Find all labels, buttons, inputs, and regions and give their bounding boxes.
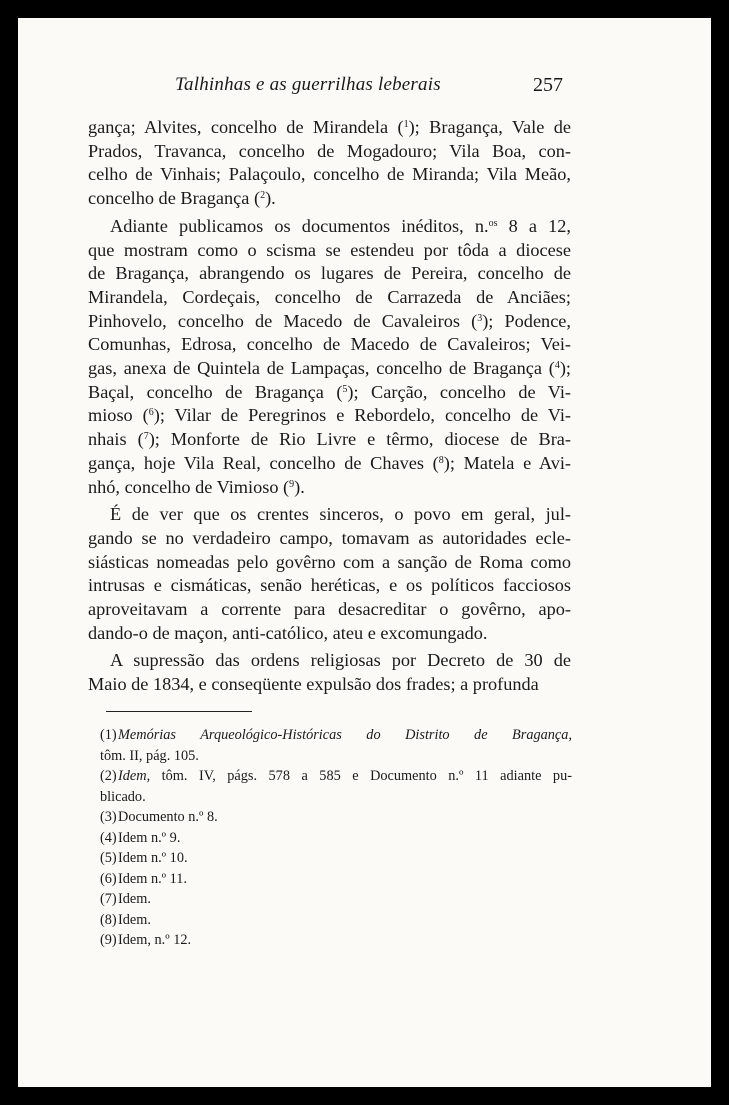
footnote-text: Documento n.º 8.	[118, 809, 218, 825]
footnote-number: (7)	[100, 891, 117, 907]
footnote-ref: 1	[403, 119, 409, 130]
text-line	[88, 673, 571, 697]
text-segment: ); Monforte de Rio Livre e têrmo, diocese de Bra-	[148, 429, 572, 450]
text-segment: dando-o de maçon, anti-católico, ateu e excomungado.	[88, 622, 488, 643]
text-segment: Comunhas, Edrosa, concelho de Macedo de Cavaleiros; Vei-	[88, 334, 571, 355]
footnote-ref: 7	[143, 431, 149, 443]
text-segment: aproveitavam a corrente para desacreditar o govêrno, apo-	[88, 599, 571, 620]
footnote-ref: 6	[148, 407, 154, 419]
footnote-title: Idem,	[118, 768, 151, 784]
footnote-number: (2)	[100, 768, 117, 784]
running-head	[18, 74, 711, 98]
footnotes	[100, 725, 572, 951]
text-segment: gança; Alvites, concelho de Mirandela (	[88, 117, 404, 137]
text-line	[88, 163, 571, 187]
text-line	[88, 622, 571, 646]
text-segment: intrusas e cismáticas, senão heréticas, e os políticos facciosos	[88, 575, 571, 596]
text-line	[88, 333, 571, 357]
text-segment: celho de Vinhais; Palaçoulo, concelho de Miranda; Vila Meão,	[88, 164, 571, 185]
text-segment: ); Podence,	[482, 310, 571, 331]
text-segment: ).	[265, 188, 276, 209]
footnote	[100, 910, 572, 931]
text-segment: concelho de Bragança (	[88, 188, 261, 209]
footnote-number: (3)	[100, 809, 117, 825]
footnote-number: (1)	[100, 727, 117, 743]
footnote	[100, 766, 572, 787]
text-segment: ); Carção, concelho de Vi-	[347, 381, 571, 402]
text-line	[88, 574, 571, 598]
text-line	[88, 286, 571, 310]
footnote	[100, 725, 572, 746]
footnote-ref: 3	[477, 312, 483, 324]
text-line	[88, 310, 571, 334]
footnote	[100, 869, 572, 890]
footnote-ref: 4	[554, 360, 560, 372]
text-line	[88, 404, 571, 428]
footnote-number: (8)	[100, 911, 117, 928]
footnote-text: Idem, n.º 12.	[118, 932, 192, 948]
footnote	[100, 807, 572, 828]
text-segment: gando se no verdadeiro campo, tomavam as autoridades ecle-	[88, 527, 571, 548]
footnote	[100, 828, 572, 849]
text-line	[88, 262, 571, 286]
paragraph	[88, 215, 571, 499]
footnote-ref: 2	[260, 190, 266, 202]
text-segment: Adiante publicamos os documentos inéditos, n.	[110, 215, 489, 236]
text-segment: A supressão das ordens religiosas por Decreto de 30 de	[110, 650, 571, 671]
text-segment: mioso (	[88, 405, 149, 426]
text-segment: ); Matela e Avi-	[443, 452, 572, 473]
text-segment: gança, hoje Vila Real, concelho de Chaves (	[88, 452, 439, 473]
footnote-number: (9)	[100, 932, 117, 948]
text-line	[88, 503, 571, 527]
footnote	[100, 889, 572, 910]
text-line	[88, 527, 571, 551]
text-segment: gas, anexa de Quintela de Lampaças, concelho de Bragança (	[88, 358, 555, 379]
body-text	[88, 116, 571, 697]
paragraph	[88, 503, 571, 645]
text-segment: 8 a 12,	[497, 215, 571, 236]
book-page	[18, 18, 711, 1087]
footnote	[100, 848, 572, 869]
footnote	[100, 930, 572, 951]
footnote-ref: 9	[289, 478, 295, 490]
footnote-continuation: tôm. II, pág. 105.	[100, 747, 199, 764]
footnote-continuation: blicado.	[100, 788, 146, 805]
text-line	[88, 116, 571, 140]
text-segment: Baçal, concelho de Bragança (	[88, 381, 343, 402]
text-line	[88, 428, 571, 452]
page-number: 257	[533, 74, 563, 96]
text-segment: de Bragança, abrangendo os lugares de Pereira, concelho de	[88, 263, 571, 284]
text-segment: nhais (	[88, 429, 144, 450]
footnote-number: (4)	[100, 829, 117, 846]
text-segment: siásticas nomeadas pelo govêrno com a sanção de Roma como	[88, 551, 571, 572]
text-line	[88, 452, 571, 476]
text-segment: ).	[294, 476, 305, 497]
footnote-text: Idem n.º 9.	[118, 829, 181, 846]
text-line	[88, 649, 571, 673]
text-line	[88, 140, 571, 164]
text-segment: Pinhovelo, concelho de Macedo de Cavaleiros (	[88, 310, 478, 331]
text-line	[88, 598, 571, 622]
footnote-text: Idem.	[118, 911, 151, 928]
text-segment: Prados, Travanca, concelho de Mogadouro; Vila Boa, con-	[88, 140, 571, 161]
text-line	[88, 187, 571, 211]
text-line	[88, 551, 571, 575]
footnote-number: (5)	[100, 850, 117, 866]
footnote-ref: 8	[438, 454, 444, 466]
text-segment: ); Bragança, Vale de	[408, 117, 571, 137]
text-segment: É de ver que os crentes sinceros, o povo em geral, jul-	[110, 504, 571, 525]
text-segment: Mirandela, Cordeçais, concelho de Carrazeda de Anciães;	[88, 286, 571, 307]
text-segment: Maio de 1834, e conseqüente expulsão dos frades; a profunda	[88, 674, 539, 695]
footnote-title: Memórias Arqueológico-Históricas do Distrito de Bragança,	[118, 727, 572, 743]
text-line	[88, 239, 571, 263]
text-segment: ); Vilar de Peregrinos e Rebordelo, concelho de Vi-	[153, 405, 571, 426]
text-segment: que mostram como o scisma se estendeu por tôda a diocese	[88, 239, 571, 260]
footnote-text: tôm. IV, págs. 578 a 585 e Documento n.º 11 adiante pu-	[150, 768, 572, 784]
text-segment: nhó, concelho de Vimioso (	[88, 476, 290, 497]
paragraph	[88, 116, 571, 211]
text-line	[88, 381, 571, 405]
footnote-ref: 5	[342, 383, 348, 395]
footnote-text: Idem n.º 11.	[118, 870, 188, 887]
paragraph	[88, 649, 571, 696]
footnote-text: Idem.	[118, 891, 151, 907]
footnote-number: (6)	[100, 870, 117, 887]
footnote-text: Idem n.º 10.	[118, 850, 188, 866]
text-line	[88, 215, 571, 239]
footnote-ref: os	[488, 217, 498, 229]
text-line	[88, 476, 571, 500]
footnote-rule	[106, 711, 252, 712]
text-segment: );	[559, 358, 571, 379]
text-line	[88, 357, 571, 381]
running-title: Talhinhas e as guerrilhas leberais	[175, 74, 441, 95]
